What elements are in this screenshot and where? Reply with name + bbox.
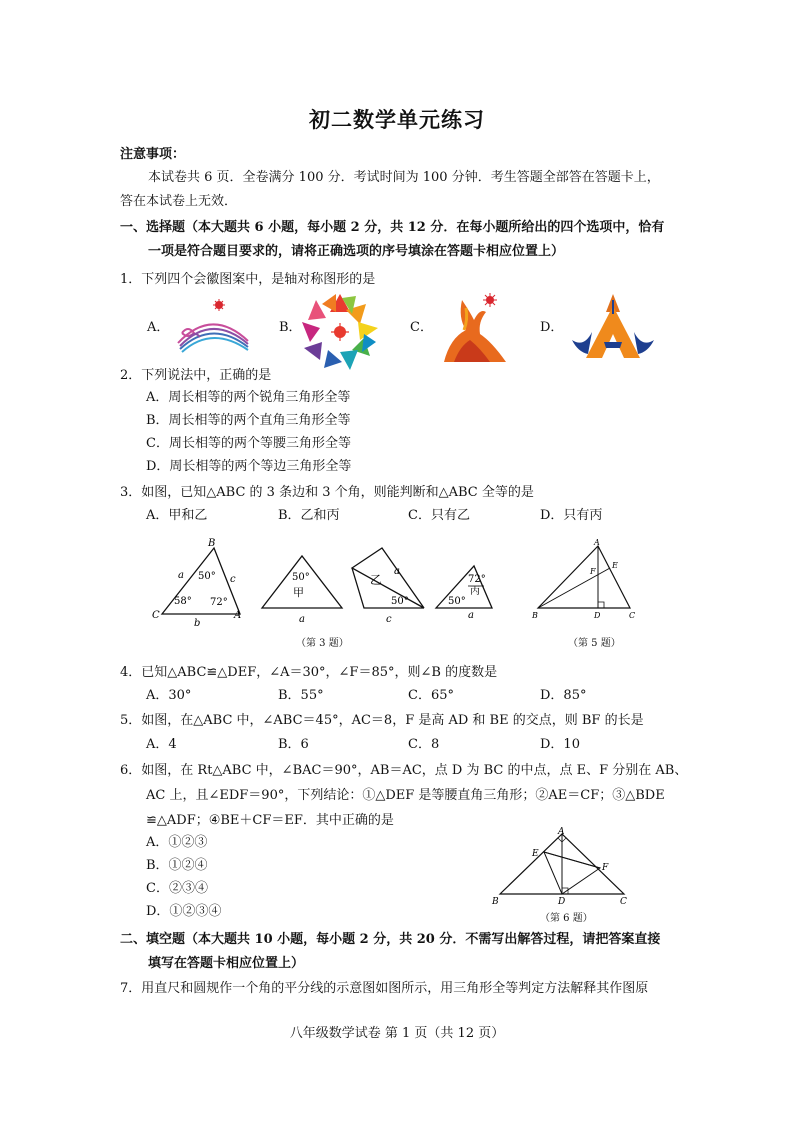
fig5-label-e: E bbox=[612, 561, 618, 570]
fig3-caption: （第 3 题） bbox=[296, 638, 349, 649]
q5-option-d: D．10 bbox=[540, 737, 580, 752]
notice-line-1: 本试卷共 6 页．全卷满分 100 分．考试时间为 100 分钟．考生答题全部答在答题卡上， bbox=[148, 170, 660, 185]
fig5-label-d: D bbox=[594, 611, 601, 620]
fig6-label-d: D bbox=[558, 897, 566, 907]
q1-option-a-label: A． bbox=[147, 320, 170, 335]
q2-option-c: C．周长相等的两个等腰三角形全等 bbox=[146, 436, 351, 451]
q6-line-3: ≌△ADF；④BE＋CF＝EF．其中正确的是 bbox=[146, 813, 394, 828]
fig6-label-a: A bbox=[558, 827, 565, 837]
fig5-label-f: F bbox=[590, 567, 596, 576]
q6-option-c: C．②③④ bbox=[146, 881, 208, 896]
q4-option-b: B．55° bbox=[278, 688, 324, 703]
side-b: b bbox=[194, 618, 201, 628]
triangle-yi bbox=[352, 548, 424, 625]
section2-heading-line2: 填写在答题卡相应位置上） bbox=[148, 956, 305, 971]
q1-stem: 1．下列四个会徽图案中，是轴对称图形的是 bbox=[120, 272, 376, 287]
section1-heading-line1: 一、选择题（本大题共 6 小题，每小题 2 分，共 12 分．在每小题所给出的四个选项中，恰有 bbox=[120, 220, 665, 235]
q1-option-b-label: B． bbox=[279, 320, 302, 335]
fig5-label-b: B bbox=[532, 611, 538, 620]
page-footer: 八年级数学试卷 第 1 页（共 12 页） bbox=[289, 1026, 505, 1041]
q5-figure bbox=[528, 538, 646, 622]
q3-option-b: B．乙和丙 bbox=[278, 508, 340, 523]
angle-c: 58° bbox=[174, 596, 192, 607]
section2-heading-line1: 二、填空题（本大题共 10 小题，每小题 2 分，共 20 分．不需写出解答过程，请把答案直接 bbox=[120, 932, 661, 947]
notice-heading: 注意事项： bbox=[120, 147, 186, 162]
q6-line-2: AC 上，且∠EDF＝90°，下列结论：①△DEF 是等腰直角三角形；②AE＝CF；③△BDE bbox=[146, 788, 665, 803]
fig6-label-b: B bbox=[492, 897, 499, 907]
triangle-bing bbox=[428, 556, 518, 622]
yi-name: 乙 bbox=[370, 573, 383, 587]
q3-option-c: C．只有乙 bbox=[408, 508, 470, 523]
fig5-label-a: A bbox=[594, 538, 600, 547]
fig6-caption: （第 6 题） bbox=[540, 913, 593, 924]
q4-option-a: A．30° bbox=[146, 688, 192, 703]
q4-option-d: D．85° bbox=[540, 688, 587, 703]
jia-angle: 50° bbox=[292, 572, 310, 583]
label-c: C bbox=[152, 610, 160, 621]
q2-option-a: A．周长相等的两个锐角三角形全等 bbox=[146, 390, 351, 405]
notice-line-2: 答在本试卷上无效． bbox=[120, 194, 238, 209]
q6-option-d: D．①②③④ bbox=[146, 904, 222, 919]
angle-a: 72° bbox=[210, 597, 228, 608]
q6-option-b: B．①②④ bbox=[146, 858, 208, 873]
angle-b: 50° bbox=[198, 571, 216, 582]
q6-option-a: A．①②③ bbox=[146, 835, 208, 850]
yi-side-c: c bbox=[386, 614, 392, 625]
side-c: c bbox=[230, 574, 236, 585]
bing-angle-top: 72° bbox=[468, 574, 486, 585]
q4-stem: 4．已知△ABC≌△DEF，∠A＝30°，∠F＝85°，则∠B 的度数是 bbox=[120, 665, 498, 680]
fig6-label-e: E bbox=[532, 849, 539, 859]
triangle-abc bbox=[152, 538, 241, 628]
rainbow-emblem-icon bbox=[172, 297, 252, 353]
yi-side-a: a bbox=[394, 566, 400, 577]
q3-option-d: D．只有丙 bbox=[540, 508, 603, 523]
q7-line-1: 7．用直尺和圆规作一个角的平分线的示意图如图所示，用三角形全等判定方法解释其作图原 bbox=[120, 981, 649, 996]
q4-option-c: C．65° bbox=[408, 688, 454, 703]
bing-side: a bbox=[468, 610, 474, 621]
pagoda-letter-a-emblem-icon bbox=[570, 292, 656, 364]
q5-option-a: A．4 bbox=[146, 737, 177, 752]
fig6-label-c: C bbox=[620, 897, 627, 907]
page-title: 初二数学单元练习 bbox=[309, 107, 485, 132]
jia-name: 甲 bbox=[293, 586, 304, 599]
q6-line-1: 6．如图，在 Rt△ABC 中，∠BAC＝90°，AB＝AC，点 D 为 BC 的中点，点 E、F 分别在 AB、 bbox=[120, 763, 688, 778]
q5-option-b: B．6 bbox=[278, 737, 309, 752]
q1-option-d-label: D． bbox=[540, 320, 564, 335]
q6-figure bbox=[488, 824, 638, 908]
side-a: a bbox=[178, 570, 184, 581]
q1-option-c-label: C． bbox=[410, 320, 433, 335]
fig5-label-c: C bbox=[629, 611, 636, 620]
section1-heading-line2: 一项是符合题目要求的，请将正确选项的序号填涂在答题卡相应位置上） bbox=[148, 244, 565, 259]
q5-stem: 5．如图，在△ABC 中，∠ABC＝45°，AC＝8，F 是高 AD 和 BE 的交点，则 BF 的长是 bbox=[120, 713, 644, 728]
jia-side: a bbox=[299, 614, 305, 625]
fig5-caption: （第 5 题） bbox=[568, 638, 621, 649]
q5-option-c: C．8 bbox=[408, 737, 440, 752]
q3-stem: 3．如图，已知△ABC 的 3 条边和 3 个角，则能判断和△ABC 全等的是 bbox=[120, 485, 534, 500]
q2-option-d: D．周长相等的两个等边三角形全等 bbox=[146, 459, 352, 474]
bing-name: 丙 bbox=[470, 586, 480, 597]
triangle-jia bbox=[262, 556, 342, 625]
bing-angle-left: 50° bbox=[448, 596, 466, 607]
q2-stem: 2．下列说法中，正确的是 bbox=[120, 368, 272, 383]
fig6-label-f: F bbox=[602, 863, 609, 873]
colorful-ring-emblem-icon bbox=[298, 292, 382, 372]
q2-option-b: B．周长相等的两个直角三角形全等 bbox=[146, 413, 351, 428]
label-a: A bbox=[234, 610, 242, 621]
q3-figure bbox=[148, 536, 458, 628]
yi-angle: 50° bbox=[391, 596, 409, 607]
q3-option-a: A．甲和乙 bbox=[146, 508, 208, 523]
label-b: B bbox=[208, 538, 216, 549]
flame-emblem-icon bbox=[440, 290, 512, 366]
